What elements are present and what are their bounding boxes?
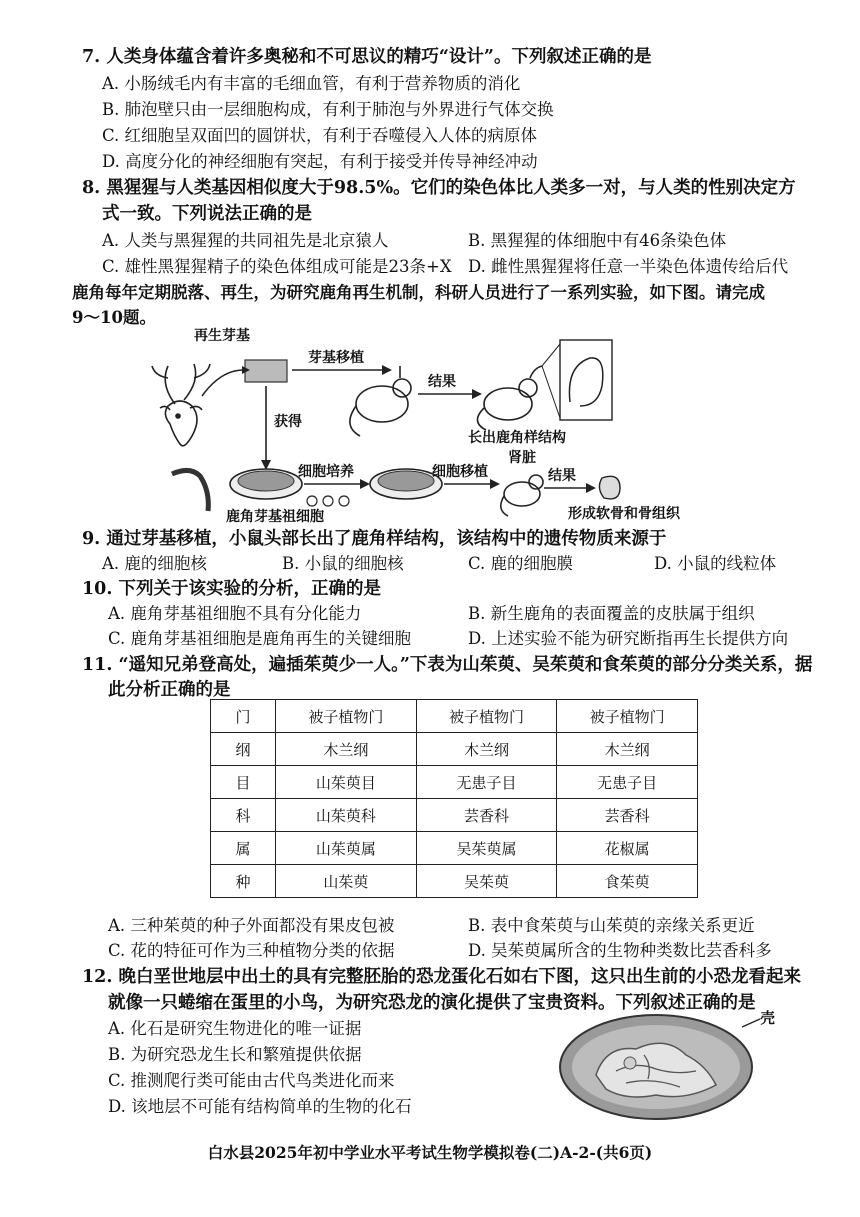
table-cell: 木兰纲 <box>557 733 698 766</box>
mouse-with-antler-icon <box>477 366 542 430</box>
table-cell: 科 <box>211 799 276 832</box>
q8-option-d: D. 雌性黑猩猩将任意一半染色体遗传给后代 <box>468 257 789 276</box>
antler-icon <box>172 470 208 511</box>
table-row <box>211 832 698 865</box>
mouse-icon <box>501 475 543 516</box>
bud-tissue-icon <box>245 360 287 382</box>
q12-stem-line2: 就像一只蜷缩在蛋里的小鸟，为研究恐龙的演化提供了宝贵资料。下列叙述正确的是 <box>108 993 756 1013</box>
q11-option-b: B. 表中食茱萸与山茱萸的亲缘关系更近 <box>468 916 755 935</box>
table-cell: 山茱萸属 <box>276 832 417 865</box>
label-result-top: 结果 <box>428 374 456 390</box>
dinosaur-egg-fossil-image <box>556 1005 778 1125</box>
intro-line2: 9～10题。 <box>72 308 156 327</box>
q10-option-d: D. 上述实验不能为研究断指再生长提供方向 <box>468 629 789 648</box>
label-cartilage: 形成软骨和骨组织 <box>568 506 680 522</box>
table-cell: 目 <box>211 766 276 799</box>
zoom-box <box>560 340 612 420</box>
label-cell-culture: 细胞培养 <box>298 464 354 480</box>
q12-stem-line1: 12. 晚白垩世地层中出土的具有完整胚胎的恐龙蛋化石如右下图，这只出生前的小恐龙看起来 <box>82 967 802 987</box>
table-cell: 山茱萸 <box>276 865 417 898</box>
label-result-bottom: 结果 <box>548 468 576 484</box>
q9-option-c: C. 鹿的细胞膜 <box>468 554 574 573</box>
q12-option-b: B. 为研究恐龙生长和繁殖提供依据 <box>108 1045 362 1064</box>
table-row <box>211 700 698 733</box>
q9-option-a: A. 鹿的细胞核 <box>102 554 207 573</box>
q8-option-b: B. 黑猩猩的体细胞中有46条染色体 <box>468 231 727 250</box>
table-cell: 种 <box>211 865 276 898</box>
q10-option-a: A. 鹿角芽基祖细胞不具有分化能力 <box>108 604 362 623</box>
table-cell: 被子植物门 <box>557 700 698 733</box>
table-row <box>211 799 698 832</box>
q8-option-a: A. 人类与黑猩猩的共同祖先是北京猿人 <box>102 231 389 250</box>
q11-option-a: A. 三种茱萸的种子外面都没有果皮包被 <box>108 916 395 935</box>
table-cell: 被子植物门 <box>416 700 557 733</box>
label-regen-bud: 再生芽基 <box>194 328 250 344</box>
q12-option-a: A. 化石是研究生物进化的唯一证据 <box>108 1019 362 1038</box>
table-cell: 芸香科 <box>557 799 698 832</box>
taxonomy-table <box>210 699 698 898</box>
q7-option-d: D. 高度分化的神经细胞有突起，有利于接受并传导神经冲动 <box>102 152 538 171</box>
q7-option-c: C. 红细胞呈双面凹的圆饼状，有利于吞噬侵入人体的病原体 <box>102 126 538 145</box>
petri-dish-icon <box>230 469 302 499</box>
table-row <box>211 766 698 799</box>
q7-stem: 7. 人类身体蕴含着许多奥秘和不可思议的精巧“设计”。下列叙述正确的是 <box>82 47 652 67</box>
q9-stem: 9. 通过芽基移植，小鼠头部长出了鹿角样结构，该结构中的遗传物质来源于 <box>82 529 667 549</box>
q10-option-c: C. 鹿角芽基祖细胞是鹿角再生的关键细胞 <box>108 629 412 648</box>
intro-line1: 鹿角每年定期脱落、再生，为研究鹿角再生机制，科研人员进行了一系列实验，如下图。请完成 <box>72 283 765 302</box>
table-cell: 被子植物门 <box>276 700 417 733</box>
table-cell: 食茱萸 <box>557 865 698 898</box>
q11-option-d: D. 吴茱萸属所含的生物种类数比芸香科多 <box>468 941 772 960</box>
egg-shell-label: 壳 <box>760 1009 776 1027</box>
q8-option-c: C. 雄性黑猩猩精子的染色体组成可能是23条+X <box>102 257 452 276</box>
q10-stem: 10. 下列关于该实验的分析，正确的是 <box>82 579 382 599</box>
table-cell: 木兰纲 <box>416 733 557 766</box>
q12-option-c: C. 推测爬行类可能由古代鸟类进化而来 <box>108 1071 395 1090</box>
q8-stem-line1: 8. 黑猩猩与人类基因相似度大于98.5%。它们的染色体比人类多一对，与人类的性别决定方 <box>82 178 796 198</box>
label-kidney: 肾脏 <box>508 450 536 466</box>
table-row <box>211 865 698 898</box>
kidney-tissue-icon <box>599 476 620 499</box>
dividing-cells-icon <box>307 496 349 506</box>
q11-option-c: C. 花的特征可作为三种植物分类的依据 <box>108 941 395 960</box>
table-cell: 吴茱萸属 <box>416 832 557 865</box>
q10-option-b: B. 新生鹿角的表面覆盖的皮肤属于组织 <box>468 604 755 623</box>
deer-head-icon <box>152 364 210 446</box>
label-antler-structure: 长出鹿角样结构 <box>468 430 566 446</box>
table-row <box>211 733 698 766</box>
q7-option-a: A. 小肠绒毛内有丰富的毛细血管，有利于营养物质的消化 <box>102 74 521 93</box>
table-cell: 芸香科 <box>416 799 557 832</box>
table-cell: 花椒属 <box>557 832 698 865</box>
q11-stem-line2: 此分析正确的是 <box>108 680 231 700</box>
label-cell-transplant: 细胞移植 <box>432 464 488 480</box>
table-cell: 无患子目 <box>416 766 557 799</box>
table-cell: 门 <box>211 700 276 733</box>
q7-option-b: B. 肺泡壁只由一层细胞构成，有利于肺泡与外界进行气体交换 <box>102 100 554 119</box>
q12-option-d: D. 该地层不可能有结构简单的生物的化石 <box>108 1097 412 1116</box>
q8-stem-line2: 式一致。下列说法正确的是 <box>102 204 312 224</box>
table-cell: 山茱萸科 <box>276 799 417 832</box>
page-footer: 白水县2025年初中学业水平考试生物学模拟卷(二)A-2-(共6页) <box>207 1143 653 1162</box>
label-obtain: 获得 <box>274 414 302 430</box>
label-progenitor: 鹿角芽基祖细胞 <box>226 509 324 525</box>
table-cell: 木兰纲 <box>276 733 417 766</box>
label-bud-transplant: 芽基移植 <box>308 350 364 366</box>
table-cell: 吴茱萸 <box>416 865 557 898</box>
q9-option-d: D. 小鼠的线粒体 <box>654 554 777 573</box>
table-cell: 山茱萸目 <box>276 766 417 799</box>
antler-regeneration-diagram <box>150 326 710 526</box>
q11-stem-line1: 11. “遥知兄弟登高处，遍插茱萸少一人。”下表为山茱萸、吴茱萸和食茱萸的部分分类关系，据 <box>82 655 813 675</box>
q9-option-b: B. 小鼠的细胞核 <box>282 554 404 573</box>
table-cell: 纲 <box>211 733 276 766</box>
table-cell: 无患子目 <box>557 766 698 799</box>
table-cell: 属 <box>211 832 276 865</box>
mouse-icon <box>350 366 411 436</box>
